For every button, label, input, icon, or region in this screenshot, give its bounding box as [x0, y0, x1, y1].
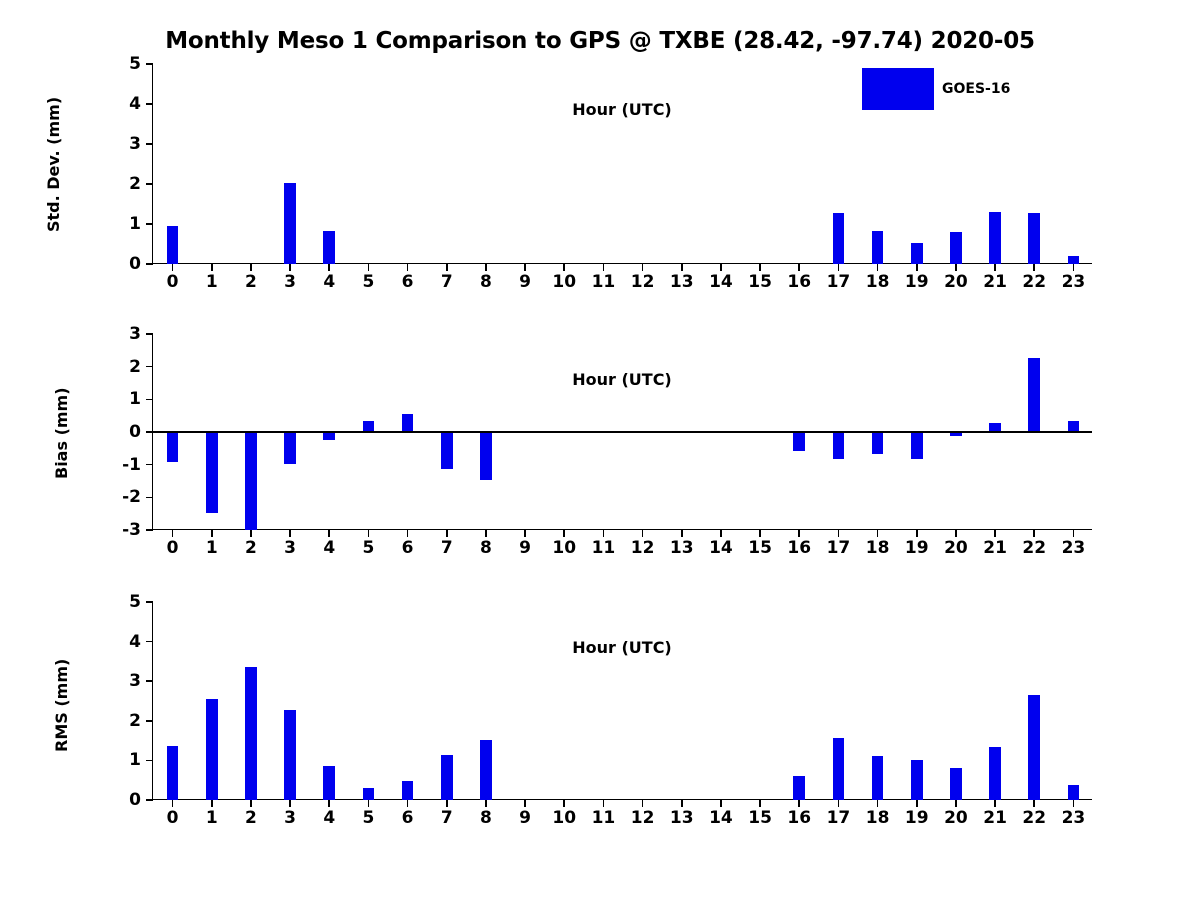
x-tick	[407, 530, 409, 537]
x-tick-label: 21	[983, 272, 1007, 292]
y-tick	[129, 710, 153, 731]
x-tick-label: 11	[591, 538, 616, 558]
x-tick-label: 21	[983, 808, 1007, 828]
x-tick-label: 8	[479, 808, 492, 828]
bar	[363, 788, 375, 800]
x-tick-label: 10	[552, 272, 577, 292]
x-tick-label: 16	[787, 808, 812, 828]
x-tick	[1033, 264, 1035, 271]
x-tick	[368, 530, 370, 537]
bar	[167, 226, 179, 264]
x-tick-label: 7	[440, 538, 453, 558]
x-tick-label: 7	[440, 808, 453, 828]
x-tick-label: 23	[1061, 272, 1086, 292]
x-tick	[172, 530, 174, 537]
x-tick	[289, 264, 291, 271]
x-tick	[916, 264, 918, 271]
y-axis-label-bias: Bias (mm)	[52, 387, 71, 479]
x-tick-label: 16	[787, 272, 812, 292]
x-tick-label: 14	[709, 538, 733, 558]
y-tick	[129, 133, 153, 154]
plot-area-bias	[122, 324, 1092, 558]
y-tick	[129, 671, 153, 692]
x-tick	[642, 264, 644, 271]
x-tick	[603, 800, 605, 807]
bar	[950, 232, 962, 264]
x-tick	[955, 530, 957, 537]
bar	[441, 432, 453, 469]
x-tick-label: 12	[630, 272, 655, 292]
x-tick-label: 22	[1022, 538, 1047, 558]
zero-line-bias	[153, 431, 1092, 433]
x-tick	[681, 264, 683, 271]
bar	[323, 432, 335, 440]
x-tick-label: 9	[519, 538, 531, 558]
x-tick-label: 15	[748, 808, 772, 828]
y-tick	[129, 173, 153, 194]
x-tick-label: 20	[944, 538, 968, 558]
legend-swatch	[862, 68, 934, 110]
x-tick	[603, 264, 605, 271]
x-tick	[485, 264, 487, 271]
bar	[323, 766, 335, 800]
bar	[206, 432, 218, 513]
x-tick	[720, 530, 722, 537]
x-tick-label: 14	[709, 272, 733, 292]
x-tick-label: 4	[323, 538, 336, 558]
bar	[284, 432, 296, 464]
x-tick-label: 13	[669, 538, 694, 558]
y-tick-label: -3	[122, 519, 141, 540]
bar	[284, 183, 296, 264]
x-tick-label: 8	[479, 538, 492, 558]
x-tick-label: 6	[401, 808, 414, 828]
x-tick	[994, 530, 996, 537]
bar	[402, 414, 414, 432]
bar	[872, 231, 884, 264]
x-tick	[994, 264, 996, 271]
x-tick	[250, 530, 252, 537]
x-tick	[524, 800, 526, 807]
bar	[833, 213, 845, 264]
x-tick	[211, 264, 213, 271]
bar	[833, 738, 845, 800]
y-tick-label: 2	[129, 710, 141, 731]
x-tick-label: 13	[669, 808, 694, 828]
x-tick	[289, 530, 291, 537]
x-tick	[720, 264, 722, 271]
x-tick	[838, 264, 840, 271]
x-tick-label: 10	[552, 538, 577, 558]
x-tick-label: 15	[748, 272, 772, 292]
y-tick-label: 3	[129, 324, 141, 344]
x-tick-label: 23	[1061, 808, 1086, 828]
x-tick	[1033, 530, 1035, 537]
x-tick	[877, 530, 879, 537]
x-tick-label: 14	[709, 808, 733, 828]
x-axis-label-top: Hour (UTC)	[572, 100, 672, 119]
x-tick	[446, 800, 448, 807]
x-tick	[485, 800, 487, 807]
x-tick-label: 19	[904, 538, 929, 558]
bar	[167, 746, 179, 800]
x-tick-label: 3	[284, 272, 296, 292]
y-tick-label: 0	[129, 789, 141, 810]
x-tick	[328, 264, 330, 271]
x-tick	[603, 530, 605, 537]
x-tick-label: 9	[519, 808, 531, 828]
x-tick-label: 5	[362, 808, 375, 828]
bar	[480, 740, 492, 800]
x-tick	[1073, 530, 1075, 537]
y-tick-label: 0	[129, 253, 141, 274]
x-tick-label: 2	[244, 808, 257, 828]
x-tick-label: 1	[205, 808, 218, 828]
x-tick-label: 17	[826, 272, 851, 292]
x-tick-label: 3	[284, 808, 296, 828]
x-tick	[368, 800, 370, 807]
bar	[793, 776, 805, 800]
x-tick	[407, 264, 409, 271]
chart-panel-std-dev	[44, 54, 1092, 292]
bar	[1068, 785, 1080, 800]
bar	[1028, 213, 1040, 264]
bar	[872, 756, 884, 800]
x-tick-label: 17	[826, 538, 851, 558]
x-tick-label: 17	[826, 808, 851, 828]
x-tick	[563, 530, 565, 537]
y-tick-label: -2	[122, 487, 141, 508]
y-tick-label: 5	[129, 592, 141, 612]
x-tick-label: 1	[205, 272, 218, 292]
y-tick-label: -1	[122, 454, 141, 475]
bar	[833, 432, 845, 459]
chart-panel-bias	[52, 324, 1092, 558]
x-tick-label: 10	[552, 808, 577, 828]
x-tick	[250, 264, 252, 271]
bar	[1028, 695, 1040, 800]
legend-goes16	[862, 68, 1010, 110]
x-tick	[877, 800, 879, 807]
x-tick-label: 13	[669, 272, 694, 292]
x-tick-label: 0	[166, 538, 179, 558]
x-tick-label: 18	[865, 808, 890, 828]
y-tick	[129, 54, 153, 74]
bar	[911, 760, 923, 800]
x-tick-label: 18	[865, 538, 890, 558]
x-tick	[1073, 264, 1075, 271]
x-tick-label: 22	[1022, 272, 1047, 292]
x-tick	[838, 530, 840, 537]
x-tick	[798, 800, 800, 807]
x-tick	[994, 800, 996, 807]
plot-area-rms	[129, 592, 1092, 828]
bar	[911, 432, 923, 459]
x-tick-label: 0	[166, 272, 179, 292]
x-tick-label: 22	[1022, 808, 1047, 828]
y-tick	[122, 487, 153, 508]
y-axis-label-rms: RMS (mm)	[52, 658, 71, 752]
x-tick	[524, 264, 526, 271]
page-title: Monthly Meso 1 Comparison to GPS @ TXBE (28.42, -97.74) 2020-05	[165, 28, 1035, 54]
x-tick-label: 16	[787, 538, 812, 558]
x-tick	[368, 264, 370, 271]
x-tick-label: 4	[323, 808, 336, 828]
x-tick-label: 12	[630, 808, 655, 828]
x-tick	[759, 530, 761, 537]
y-axis-label-std-dev: Std. Dev. (mm)	[44, 96, 63, 232]
bar	[989, 747, 1001, 800]
y-tick-label: 0	[129, 421, 141, 442]
bar	[284, 710, 296, 800]
x-tick-label: 20	[944, 272, 968, 292]
bar	[480, 432, 492, 480]
bar	[245, 667, 257, 800]
x-tick	[916, 800, 918, 807]
bar	[989, 212, 1001, 264]
x-tick	[838, 800, 840, 807]
x-axis-label-bot: Hour (UTC)	[572, 638, 672, 657]
x-tick	[642, 530, 644, 537]
x-tick	[211, 530, 213, 537]
bar	[167, 432, 179, 462]
x-tick-label: 2	[244, 272, 257, 292]
x-tick	[289, 800, 291, 807]
y-tick	[129, 324, 153, 344]
y-tick-label: 2	[129, 356, 141, 377]
x-tick	[1033, 800, 1035, 807]
x-tick-label: 1	[205, 538, 218, 558]
y-tick-label: 1	[129, 389, 141, 410]
bar	[950, 768, 962, 800]
x-tick	[955, 264, 957, 271]
bar	[402, 781, 414, 800]
legend-label: GOES-16	[942, 81, 1011, 97]
y-tick	[129, 213, 153, 234]
x-tick	[250, 800, 252, 807]
y-tick	[129, 421, 153, 442]
x-tick	[328, 800, 330, 807]
y-tick-label: 2	[129, 173, 141, 194]
y-tick-label: 3	[129, 671, 141, 692]
x-tick	[446, 264, 448, 271]
x-tick	[172, 264, 174, 271]
x-tick	[446, 530, 448, 537]
y-tick-label: 3	[129, 133, 141, 154]
x-tick	[681, 530, 683, 537]
x-tick-label: 19	[904, 808, 929, 828]
x-tick	[955, 800, 957, 807]
x-tick	[916, 530, 918, 537]
x-tick-label: 21	[983, 538, 1007, 558]
y-tick-label: 1	[129, 213, 141, 234]
x-tick	[563, 264, 565, 271]
bar	[793, 432, 805, 451]
x-tick-label: 18	[865, 272, 890, 292]
y-tick	[129, 356, 153, 377]
y-tick-label: 5	[129, 54, 141, 74]
chart-panel-rms	[52, 592, 1092, 828]
bar	[1028, 358, 1040, 432]
x-tick-label: 12	[630, 538, 655, 558]
x-axis-label-mid: Hour (UTC)	[572, 370, 672, 389]
x-tick	[563, 800, 565, 807]
y-tick	[129, 750, 153, 771]
x-tick-label: 9	[519, 272, 531, 292]
bar	[323, 231, 335, 264]
x-tick-label: 6	[401, 272, 414, 292]
x-tick-label: 11	[591, 808, 616, 828]
x-tick	[798, 530, 800, 537]
y-tick	[129, 389, 153, 410]
x-tick-label: 20	[944, 808, 968, 828]
x-tick	[720, 800, 722, 807]
x-tick-label: 11	[591, 272, 616, 292]
x-tick-label: 19	[904, 272, 929, 292]
x-tick-label: 5	[362, 538, 375, 558]
y-tick	[129, 789, 153, 810]
x-tick-label: 0	[166, 808, 179, 828]
y-tick	[122, 454, 153, 475]
bar	[245, 432, 257, 530]
bar	[1068, 256, 1080, 264]
bar	[206, 699, 218, 800]
x-tick	[759, 800, 761, 807]
x-tick	[211, 800, 213, 807]
y-tick	[129, 253, 153, 274]
x-tick	[485, 530, 487, 537]
x-tick-label: 3	[284, 538, 296, 558]
x-tick	[328, 530, 330, 537]
bar	[441, 755, 453, 800]
y-tick	[122, 519, 153, 540]
y-tick-label: 4	[129, 93, 141, 114]
x-tick-label: 7	[440, 272, 453, 292]
bar	[911, 243, 923, 264]
y-tick-label: 4	[129, 631, 141, 652]
x-tick	[642, 800, 644, 807]
x-tick-label: 6	[401, 538, 414, 558]
x-tick-label: 2	[244, 538, 257, 558]
x-tick	[759, 264, 761, 271]
x-tick-label: 4	[323, 272, 336, 292]
x-tick	[172, 800, 174, 807]
x-tick-label: 15	[748, 538, 772, 558]
x-tick	[798, 264, 800, 271]
x-tick-label: 8	[479, 272, 492, 292]
y-tick-label: 1	[129, 750, 141, 771]
x-tick	[1073, 800, 1075, 807]
y-tick	[129, 592, 153, 612]
bar	[872, 432, 884, 454]
x-tick	[681, 800, 683, 807]
x-tick	[524, 530, 526, 537]
bars-rms	[153, 602, 1092, 799]
x-tick-label: 5	[362, 272, 375, 292]
x-tick	[877, 264, 879, 271]
x-tick-label: 23	[1061, 538, 1086, 558]
x-tick	[407, 800, 409, 807]
